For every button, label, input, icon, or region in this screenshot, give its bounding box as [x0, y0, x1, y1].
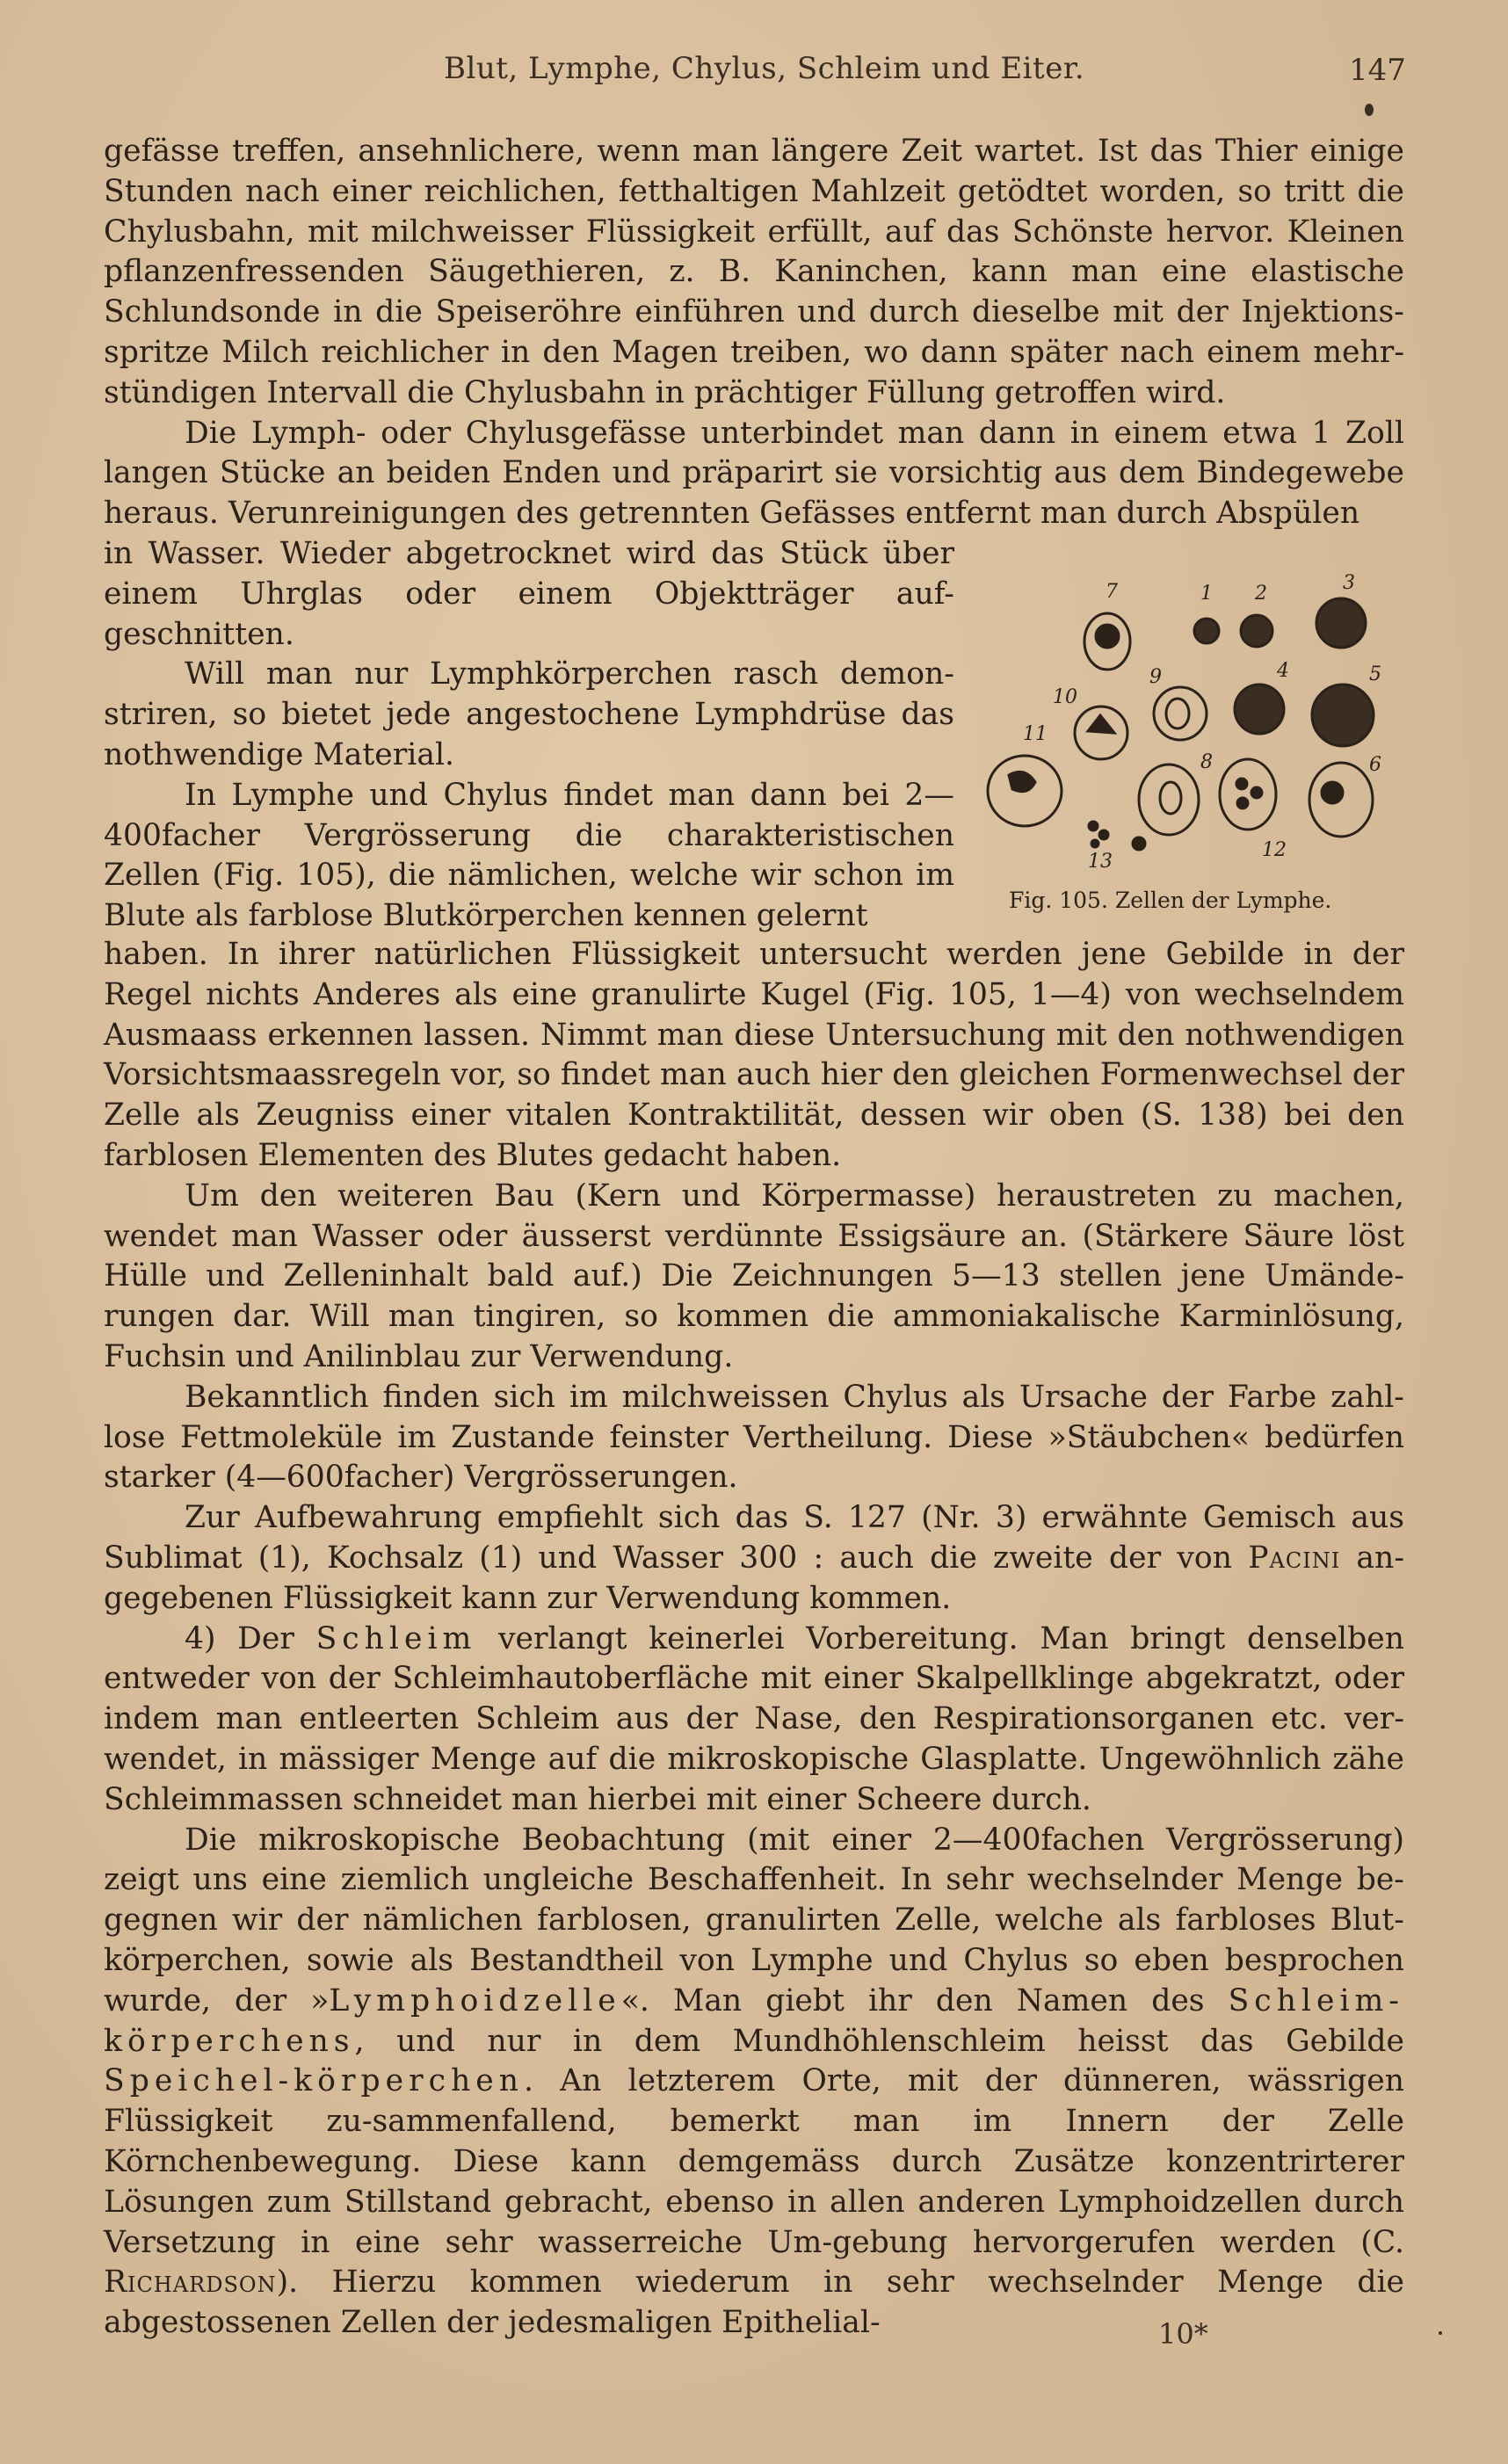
paragraph-6: Bekanntlich finden sich im milchweissen Chylus als Ursache der Farbe zahl-lose Fettmoleküle im Zustande feinster Vertheilung. Diese »Stäubchen« bedürfen starker (4—600facher) Vergrösserungen. [104, 1379, 1404, 1496]
figure-label: 9 [1149, 666, 1162, 688]
paragraph-7-text: Zur Aufbewahrung empfiehlt sich das S. 127 (Nr. 3) erwähnte Gemisch aus Sublimat (1), Kochsalz (1) und Wasser 300 : auch die zweite der von [104, 1500, 1404, 1576]
paragraph-7 [104, 1498, 1404, 1619]
paragraph-4-continued: haben. In ihrer natürlichen Flüssigkeit untersucht werden jene Gebilde in der Regel nichts Anderes als eine granulirte Kugel (Fig. 105, 1—4) von wechselndem Ausmaass erkennen lassen. Nimmt man diese Untersuchung mit den nothwendigen Vorsichtsmaassregeln vor, so findet man auch hier den gleichen Formenwechsel der Zelle als Zeugniss einer vitalen Kontraktilität, dessen wir oben (S. 138) bei den farblosen Elementen des Blutes gedacht haben. [104, 937, 1404, 1173]
figure-label: 8 [1200, 751, 1213, 773]
paragraph-1: gefässe treffen, ansehnlichere, wenn man längere Zeit wartet. Ist das Thier einige Stunden nach einer reichlichen, fetthaltigen Mahlzeit getödtet worden, so tritt die Chylusbahn, mit milchweisser Flüssigkeit erfüllt, auf das Schönste hervor. Kleinen pflanzenfressenden Säugethieren, z. B. Kaninchen, kann man eine elastische Schlundsonde in die Speiseröhre einführen und durch dieselbe mit der Injektions-spritze Milch reichlicher in den Magen treiben, wo dann später nach einem mehr-stündigen Intervall die Chylusbahn in prächtiger Füllung getroffen wird. [104, 134, 1404, 410]
nucleus-11 [1009, 772, 1035, 791]
nucleus-9 [1166, 699, 1189, 728]
lymph-cell-3 [1316, 598, 1366, 648]
paragraph-2: Die Lymph- oder Chylusgefässe unterbindet man dann in einem etwa 1 Zoll langen Stücke an beiden Enden und präparirt sie vorsichtig aus dem Bindegewebe heraus. Verunreinigungen des getrennten Gefässes entfernt man durch Abspülen [104, 415, 1404, 532]
term-schleimkoerperchen: Schleim-körperchens [104, 1982, 1404, 2059]
paragraph-8 [104, 1620, 1404, 1821]
lymph-cell-2 [1241, 615, 1272, 647]
running-head: Blut, Lymphe, Chylus, Schleim und Eiter. [444, 51, 1085, 86]
nucleus-7 [1096, 625, 1119, 648]
paragraph-3: Will man nur Lymphkörperchen rasch demon-striren, so bietet jede angestochene Lymphdrüse das nothwendige Material. [104, 656, 954, 772]
figure-caption: Fig. 105. Zellen der Lymphe. [1009, 888, 1332, 913]
lymph-cell-12 [1133, 837, 1145, 850]
figure-label: 4 [1277, 660, 1289, 682]
paragraph-8-text: verlangt keinerlei Vorbereitung. Man bringt denselben entweder von der Schleimhautoberfläche mit einer Skalpellklinge abgekratzt, oder indem man entleerten Schleim aus der Nase, den Respirationsorganen etc. ver-wendet, in mässiger Menge auf die mikroskopische Glasplatte. Ungewöhnlich zähe Schleimmassen schneidet man hierbei mit einer Scheere durch. [104, 1620, 1404, 1817]
lymph-cell-5 [1312, 685, 1374, 746]
margin-dot [1439, 2331, 1442, 2335]
ink-blot [1365, 104, 1374, 116]
term-schleim: Schleim [315, 1620, 477, 1656]
figure-label: 2 [1255, 583, 1267, 605]
paragraph-9-text: ). Hierzu kommen wiederum in sehr wechselnder Menge die abgestossenen Zellen der jedesmaligen Epithelial- [104, 2265, 1404, 2341]
text-block-bottom [104, 935, 1404, 2344]
figure-label: 12 [1262, 839, 1287, 861]
term-speichelkoerperchen: Speichel-körperchen [104, 2063, 524, 2099]
figure-105 [982, 573, 1396, 924]
paragraph-9-text: , und nur in dem Mundhöhlenschleim heisst das Gebilde [354, 2023, 1404, 2059]
figure-label: 6 [1369, 754, 1381, 776]
lymph-cell-13 [1089, 822, 1098, 830]
figure-label: 7 [1106, 581, 1118, 603]
paragraph-5: Um den weiteren Bau (Kern und Körpermasse) heraustreten zu machen, wendet man Wasser oder äusserst verdünnte Essigsäure an. (Stärkere Säure löst Hülle und Zelleninhalt bald auf.) Die Zeichnungen 5—13 stellen jene Umände-rungen dar. Will man tingiren, so kommen die ammoniakalische Karminlösung, Fuchsin und Anilinblau zur Verwendung. [104, 1178, 1404, 1374]
text-block-top [104, 132, 1404, 534]
paragraph-2-continued: in Wasser. Wieder abgetrocknet wird das Stück über einem Uhrglas oder einem Objektträger auf-geschnitten. [104, 536, 954, 652]
figure-label: 5 [1369, 663, 1381, 685]
nucleus-8 [1160, 782, 1181, 814]
signature-mark: 10* [1158, 2317, 1208, 2351]
lymph-cell-4 [1235, 685, 1284, 734]
paragraph-9-text: . An letzterem Orte, mit der dünneren, wässrigen Flüssigkeit zu-sammenfallend, bemerkt man im Innern der Zelle Körnchenbewegung. Diese kann demgemäss durch Zusätze konzentrirterer Lösungen zum Stillstand gebracht, ebenso in allen anderen Lymphoidzellen durch Versetzung in eine sehr wasserreiche Um-gebung hervorgerufen werden (C. [104, 2063, 1404, 2260]
author-richardson: Richardson [104, 2265, 277, 2301]
text-block-narrow [104, 534, 954, 937]
author-pacini: Pacini [1248, 1540, 1341, 1576]
figure-label: 3 [1343, 573, 1355, 594]
figure-label: 13 [1088, 851, 1113, 873]
figure-label: 1 [1200, 583, 1213, 605]
term-lymphoidzelle: Lymphoidzelle [329, 1982, 621, 2018]
lymph-cell-9 [1154, 687, 1207, 740]
figure-label: 10 [1053, 686, 1077, 708]
paragraph-9 [104, 1821, 1404, 2344]
nucleus-10 [1088, 715, 1114, 733]
lymph-cell-8 [1139, 765, 1199, 835]
figure-label: 11 [1023, 723, 1048, 745]
paragraph-4-start: In Lymphe und Chylus findet man dann bei 2—400facher Vergrösserung die charakteristischen Zellen (Fig. 105), die nämlichen, welche wir schon im Blute als farblose Blutkörperchen kennen gelernt [104, 777, 954, 934]
paragraph-9-text: Die mikroskopische Beobachtung (mit einer 2—400fachen Vergrösserung) zeigt uns eine ziemlich ungleiche Beschaffenheit. In sehr wechselnder Menge be-gegnen wir der nämlichen farblosen, granulirten Zelle, welche als farbloses Blut-körperchen, sowie als Bestandtheil von Lymphe und Chylus so eben besprochen wurde, der » [104, 1822, 1404, 2018]
figure-105-drawing [982, 573, 1396, 889]
page-number: 147 [1349, 53, 1406, 88]
lymph-cell-1 [1194, 619, 1219, 643]
lymph-cell-6a [1220, 759, 1276, 830]
paragraph-8-lead: 4) Der [185, 1620, 316, 1656]
paragraph-9-text: «. Man giebt ihr den Namen des [620, 1982, 1229, 2018]
paragraph-7-text: an-gegebenen Flüssigkeit kann zur Verwendung kommen. [104, 1540, 1405, 1616]
